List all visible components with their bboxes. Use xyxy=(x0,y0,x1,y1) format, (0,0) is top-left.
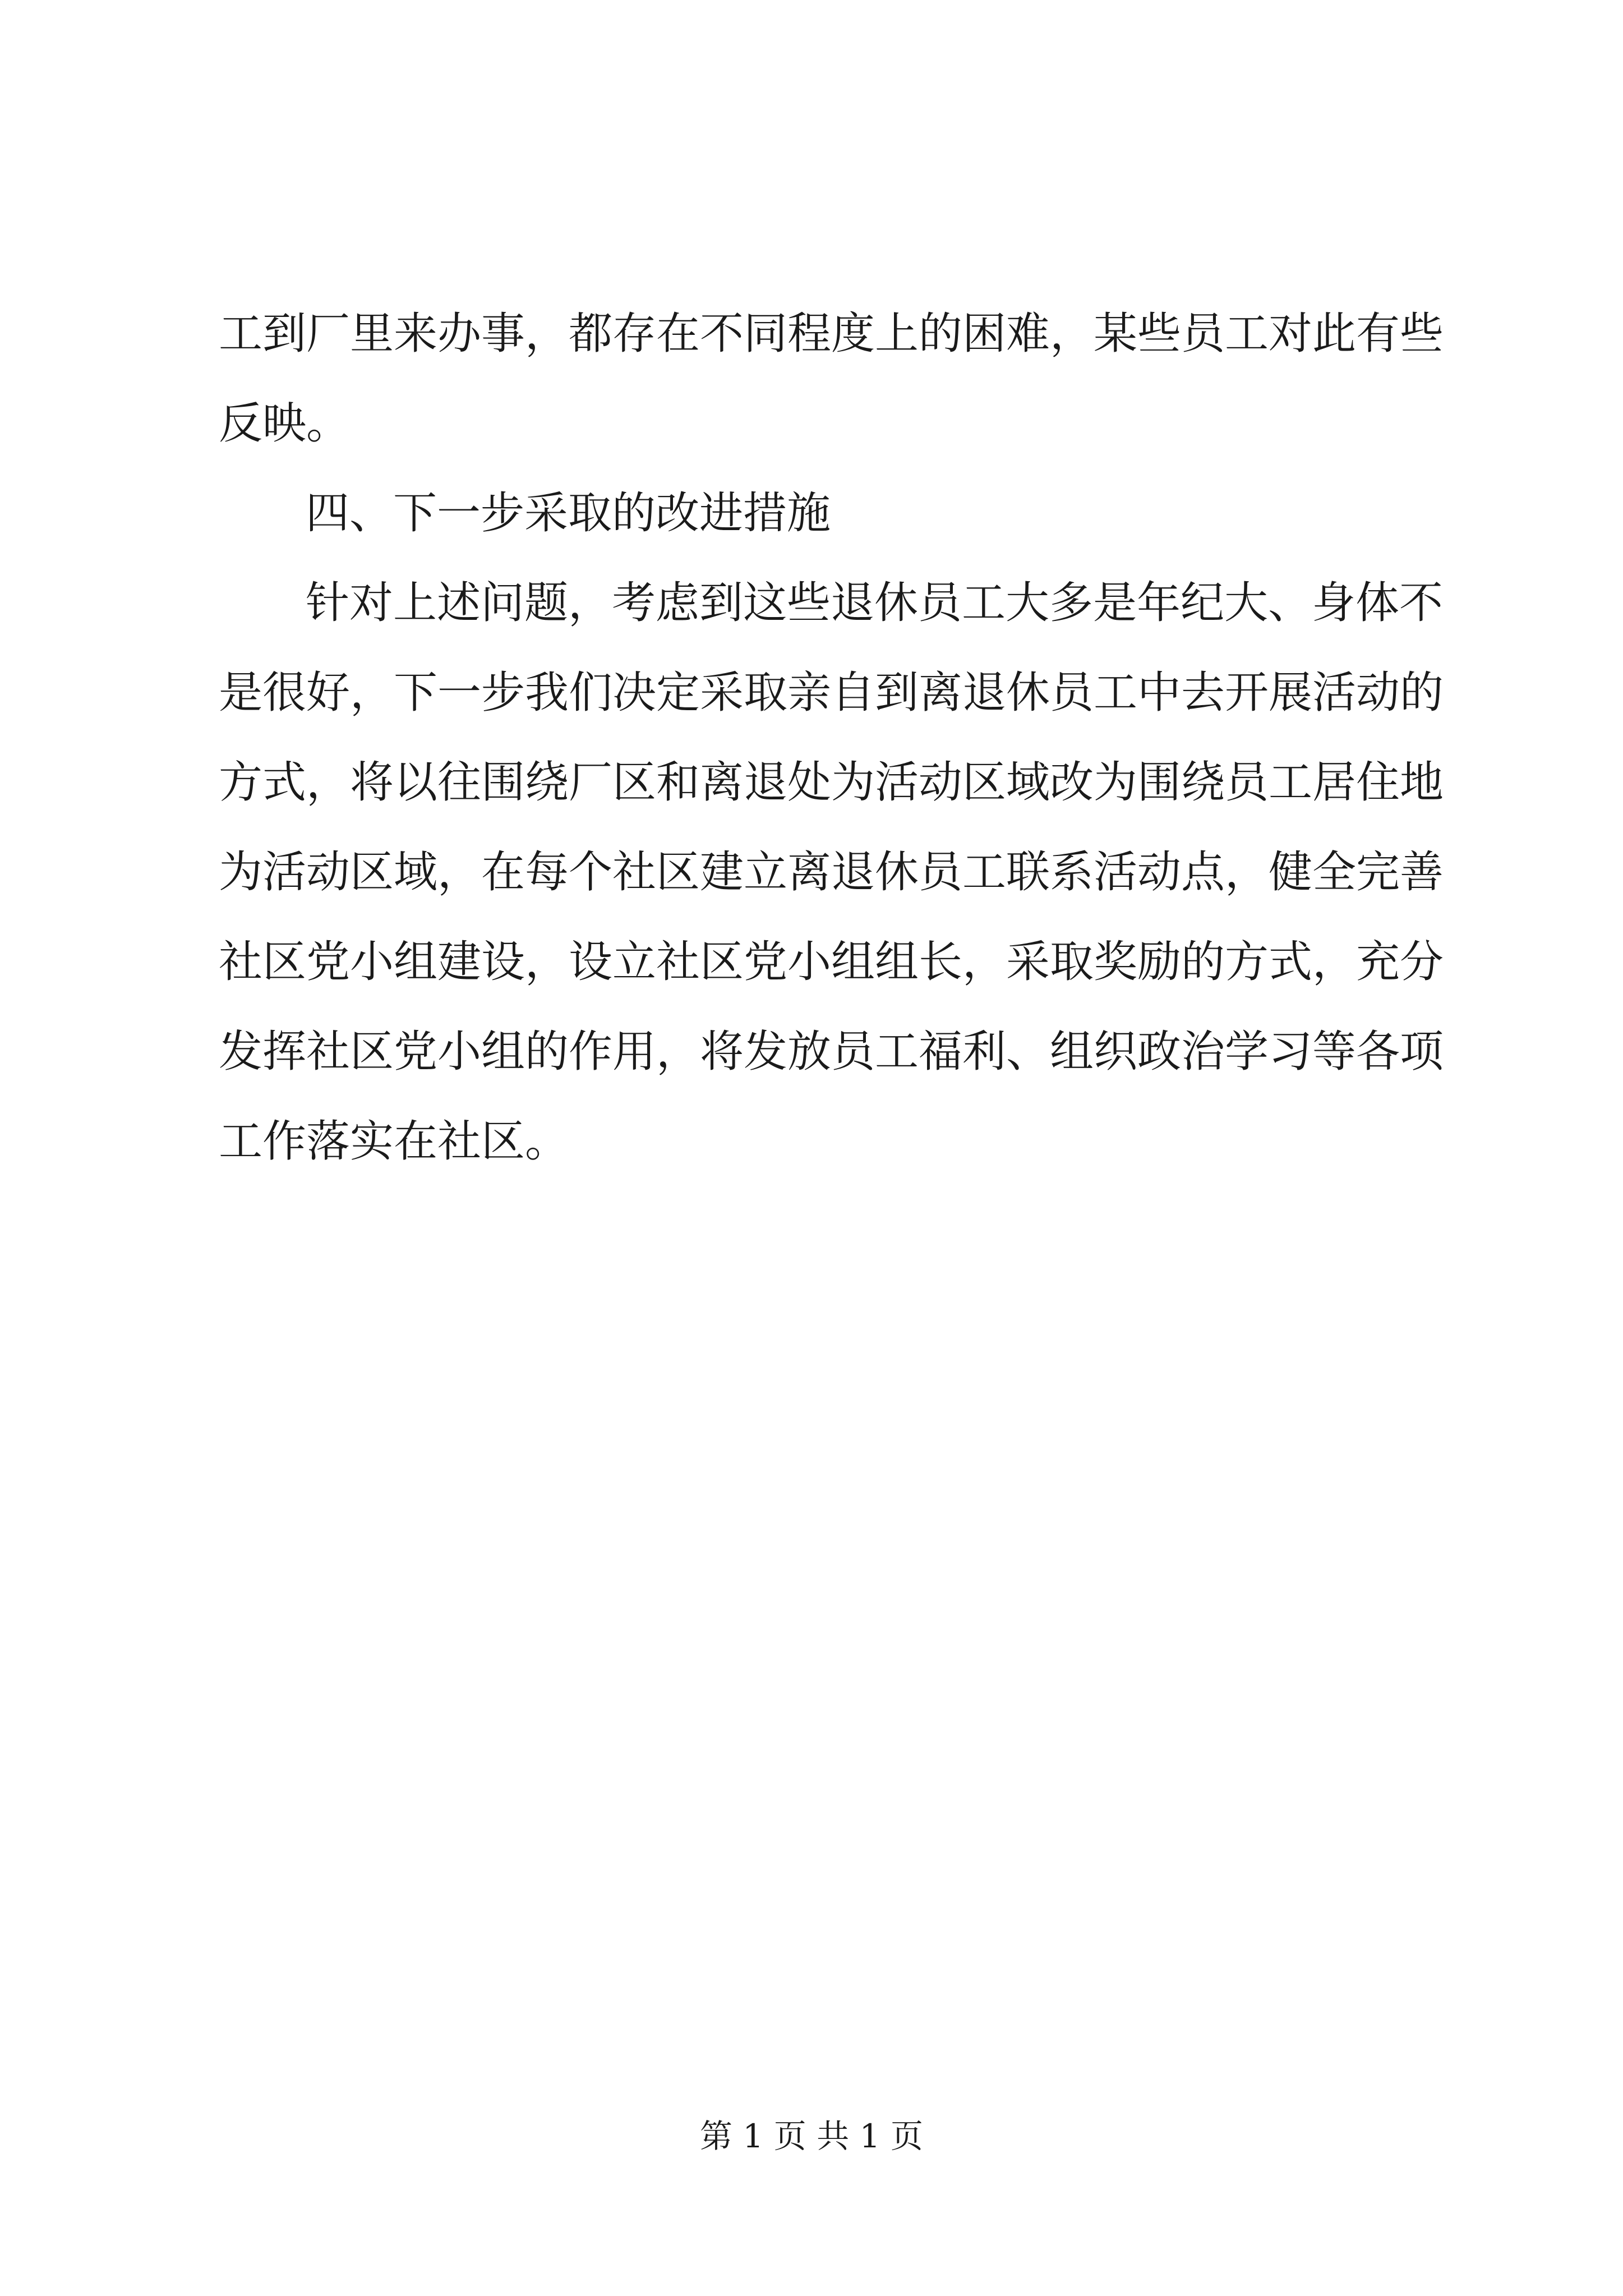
paragraph-line: 工到厂里来办事，都存在不同程度上的困难，某些员工对此有些 xyxy=(219,309,1444,359)
paragraph-line: 发挥社区党小组的作用，将发放员工福利、组织政治学习等各项 xyxy=(219,1027,1444,1077)
paragraph-line: 工作落实在社区。 xyxy=(219,1116,569,1167)
paragraph-line: 反映。 xyxy=(219,398,351,449)
paragraph-line: 是很好，下一步我们决定采取亲自到离退休员工中去开展活动的 xyxy=(219,668,1444,718)
paragraph-line: 为活动区域，在每个社区建立离退休员工联系活动点，健全完善 xyxy=(219,847,1444,898)
page-number-footer: 第 1 页 共 1 页 xyxy=(700,2117,923,2155)
paragraph-line: 针对上述问题，考虑到这些退休员工大多是年纪大、身体不 xyxy=(306,578,1444,628)
paragraph-line: 社区党小组建设，设立社区党小组组长，采取奖励的方式，充分 xyxy=(219,937,1444,987)
paragraph-line: 方式，将以往围绕厂区和离退处为活动区域改为围绕员工居住地 xyxy=(219,757,1444,808)
section-heading: 四、下一步采取的改进措施 xyxy=(306,488,831,539)
